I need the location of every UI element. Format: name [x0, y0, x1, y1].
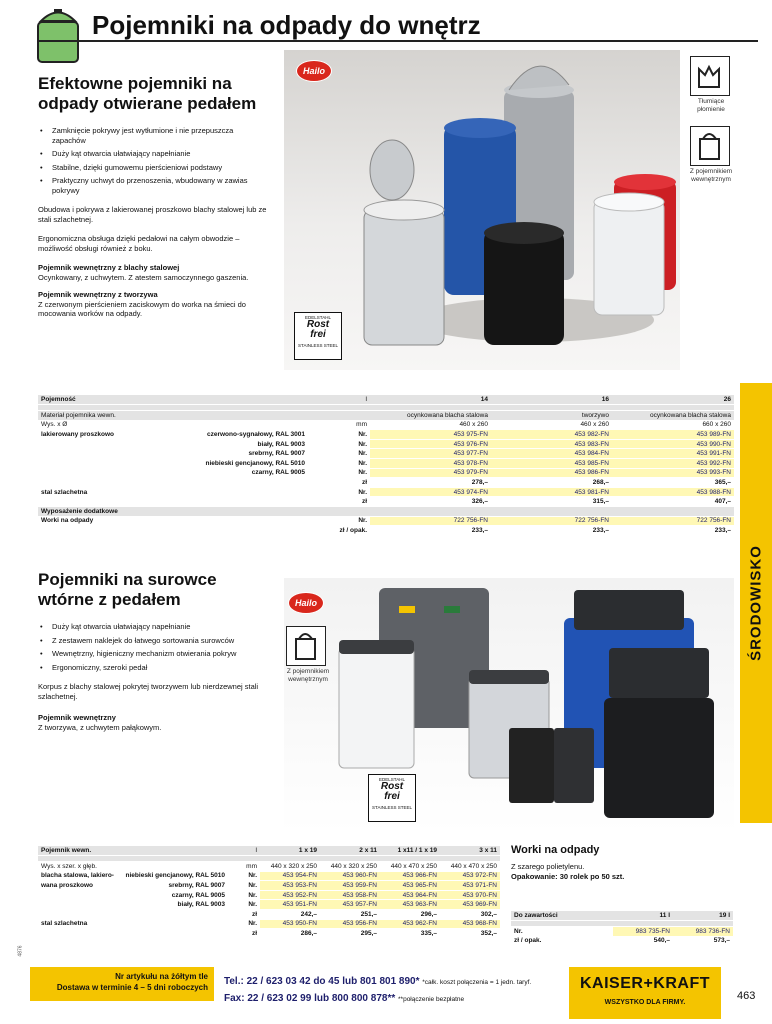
sidebar-label: ŚRODOWISKO [747, 545, 765, 661]
article-number: 453 985-FN [491, 459, 612, 469]
hailo-logo: Hailo [288, 592, 324, 614]
bullet: • Ergonomiczny, szeroki pedał [38, 663, 273, 673]
header-col: 26 [612, 395, 734, 405]
article-number: 453 986-FN [491, 468, 612, 478]
header-unit: l [228, 846, 260, 856]
section2-text [38, 570, 273, 732]
table-row [38, 497, 734, 507]
color-label: czarny, RAL 9005 [158, 468, 308, 478]
fax-note: **połączenie bezpłatne [398, 996, 465, 1003]
section1-heading: Efektowne pojemniki na odpady otwierane pedałem [38, 74, 257, 113]
article-number: 453 968-FN [440, 919, 500, 929]
group-label: wana proszkowo [38, 881, 118, 891]
kaiser-kraft-logo [569, 967, 721, 1019]
article-number: 453 977-FN [370, 449, 491, 459]
group-label: blacha stalowa, lakiero- [38, 871, 118, 881]
table-row [38, 919, 500, 929]
header-col: 11 l [613, 911, 673, 921]
contact-info [224, 974, 531, 1008]
article-number: 722 756-FN [491, 516, 612, 526]
pictogram-inner-bin-2 [286, 626, 328, 683]
title-divider [38, 40, 758, 42]
table-row [38, 395, 734, 405]
price: 365,– [612, 478, 734, 488]
table-row [38, 459, 734, 469]
color-label: srebrny, RAL 9007 [118, 881, 228, 891]
pictogram-flame-retardant [688, 56, 734, 113]
dims-label: Wys. x Ø [38, 420, 158, 430]
table-cell: Nr. [308, 468, 370, 478]
article-number: 453 981-FN [491, 487, 612, 497]
table-row [511, 911, 733, 921]
article-number: 453 979-FN [370, 468, 491, 478]
table-cell: Nr. [308, 487, 370, 497]
bullet: • Duży kąt otwarcia ułatwiający napełnianie [38, 622, 273, 632]
article-number: 453 993-FN [612, 468, 734, 478]
article-number: 453 978-FN [370, 459, 491, 469]
section1-sub1-title: Pojemnik wewnętrzny z blachy stalowej [38, 263, 180, 272]
article-number: 453 960-FN [320, 871, 380, 881]
price: 233,– [612, 526, 734, 536]
table-cell: 440 x 320 x 250 [260, 862, 320, 872]
pictogram-inner-bin [688, 126, 734, 183]
article-number: 453 990-FN [612, 439, 734, 449]
section1-sub2-title: Pojemnik wewnętrzny z tworzywa [38, 290, 158, 299]
bags-line1: Z szarego polietylenu. [511, 862, 585, 871]
table-cell: mm [308, 420, 370, 430]
section1-text [38, 74, 268, 319]
stamp-bottom-text: STAINLESS STEEL [298, 343, 338, 348]
price: 540,– [613, 936, 673, 946]
stamp-main2-text: frei [310, 329, 326, 340]
color-label: biały, RAL 9003 [118, 900, 228, 910]
article-number: 453 976-FN [370, 439, 491, 449]
stamp-bottom-text: STAINLESS STEEL [372, 805, 412, 810]
header-col: 16 [491, 395, 612, 405]
section2-bullets [38, 622, 273, 672]
pictogram-caption: Z pojemnikiem wewnętrznym [689, 168, 733, 183]
table-cell: 440 x 470 x 250 [440, 862, 500, 872]
table-cell: 440 x 320 x 250 [320, 862, 380, 872]
table-row [38, 411, 734, 421]
color-label: czerwono-sygnałowy, RAL 3001 [158, 430, 308, 440]
article-number: 453 982-FN [491, 430, 612, 440]
table-row [38, 449, 734, 459]
article-number: 453 972-FN [440, 871, 500, 881]
table-cell: zł [308, 478, 370, 488]
header-col: 3 x 11 [440, 846, 500, 856]
price: 296,– [380, 910, 440, 920]
header-col: 14 [370, 395, 491, 405]
price: 302,– [440, 910, 500, 920]
stamp-top-text: EDELSTAHL [379, 777, 405, 782]
article-number: 453 956-FN [320, 919, 380, 929]
accessories-label: Wyposażenie dodatkowe [38, 507, 734, 517]
article-number: 453 953-FN [260, 881, 320, 891]
article-number: 453 991-FN [612, 449, 734, 459]
page-title: Pojemniki na odpady do wnętrz [92, 10, 481, 40]
article-number: 453 963-FN [380, 900, 440, 910]
table-cell: 460 x 260 [491, 420, 612, 430]
phone-number: Tel.: 22 / 623 03 42 do 45 lub 801 801 890* [224, 976, 420, 987]
table-cell: Nr. [308, 449, 370, 459]
group-label: stal szlachetna [38, 919, 118, 929]
product-photo-recycling-bins [284, 578, 734, 833]
price: 233,– [491, 526, 612, 536]
bullet: • Z zestawem naklejek do łatwego sortowania surowców [38, 636, 273, 646]
table-row [38, 910, 500, 920]
header-col: 19 l [673, 911, 733, 921]
article-number: 453 966-FN [380, 871, 440, 881]
article-number: 453 964-FN [380, 890, 440, 900]
bullet: • Zamknięcie pokrywy jest wytłumione i nie przepuszcza zapachów [38, 126, 258, 145]
section2-heading: Pojemniki na surowce wtórne z pedałem [38, 570, 217, 609]
header-label: Do zawartości [511, 911, 613, 921]
table-row [38, 420, 734, 430]
table-cell: Nr. [228, 919, 260, 929]
table-cell: ocynkowana blacha stalowa [370, 411, 491, 421]
table-row [38, 871, 500, 881]
price: 295,– [320, 929, 380, 939]
section2-sub1-title: Pojemnik wewnętrzny [38, 713, 116, 722]
article-number: 453 959-FN [320, 881, 380, 891]
article-number: 453 965-FN [380, 881, 440, 891]
inner-bin-icon [690, 126, 730, 166]
green-bin-icon [36, 6, 80, 64]
table-row [38, 430, 734, 440]
table-row [38, 846, 500, 856]
section2-sub1-text: Z tworzywa, z uchwytem pałąkowym. [38, 722, 162, 732]
price: 251,– [320, 910, 380, 920]
price: 242,– [260, 910, 320, 920]
table-cell: Nr. [228, 890, 260, 900]
table-cell: 440 x 470 x 250 [380, 862, 440, 872]
group-label: Worki na odpady [38, 516, 158, 526]
flame-retardant-icon [690, 56, 730, 96]
article-number: 453 969-FN [440, 900, 500, 910]
article-number: 453 970-FN [440, 890, 500, 900]
stainless-steel-stamp [294, 312, 342, 360]
article-number: 983 736-FN [673, 927, 733, 937]
section1-sub2-text: Z czerwonym pierścieniem zaciskowym do worka na śmieci do mocowania worków na odpady. [38, 299, 246, 318]
table-cell: mm [228, 862, 260, 872]
pictogram-caption: Z pojemnikiem wewnętrznym [286, 668, 330, 683]
product-photo-pedal-bins [284, 50, 680, 370]
price: 233,– [370, 526, 491, 536]
table-row [511, 927, 733, 937]
section-sidebar-tab [740, 383, 772, 823]
table-cell: zł / opak. [308, 526, 370, 536]
table-row [511, 936, 733, 946]
price: 268,– [491, 478, 612, 488]
header-col: 2 x 11 [320, 846, 380, 856]
bullet: • Stabilne, dzięki gumowemu pierścieniowi podstawy [38, 163, 258, 173]
article-number: 453 989-FN [612, 430, 734, 440]
phone-note: *całk. koszt połączenia = 1 jedn. taryf. [422, 979, 532, 986]
color-label: niebieski gencjanowy, RAL 5010 [118, 871, 228, 881]
table-row [38, 890, 500, 900]
table-cell: Nr. [228, 871, 260, 881]
color-label: biały, RAL 9003 [158, 439, 308, 449]
table-row [38, 526, 734, 536]
spec-table-pedal-bins [38, 395, 734, 536]
table-row [38, 487, 734, 497]
delivery-note-line2: Dostawa w terminie 4 – 5 dni roboczych [56, 983, 208, 992]
table-cell: Nr. [228, 881, 260, 891]
article-number: 453 957-FN [320, 900, 380, 910]
section1-para1: Obudowa i pokrywa z lakierowanej proszkowo blachy stalowej lub ze stali szlachetnej. [38, 205, 267, 224]
stamp-main2-text: frei [384, 791, 400, 802]
table-cell: Nr. [511, 927, 613, 937]
table-row [38, 929, 500, 939]
table-row [38, 900, 500, 910]
brand-tagline: WSZYSTKO DLA FIRMY. [604, 999, 686, 1006]
color-label: niebieski gencjanowy, RAL 5010 [158, 459, 308, 469]
price: 286,– [260, 929, 320, 939]
section1-sub1-text: Ocynkowany, z uchwytem. Z atestem samoczynnego gaszenia. [38, 272, 249, 282]
article-number: 983 735-FN [613, 927, 673, 937]
table-cell: Nr. [228, 900, 260, 910]
section1-bullets [38, 126, 258, 195]
table-cell: Nr. [308, 439, 370, 449]
page-number: 463 [737, 990, 756, 1002]
delivery-note-line1: Nr artykułu na żółtym tle [115, 972, 208, 981]
dims-label: Wys. x szer. x głęb. [38, 862, 228, 872]
price: 407,– [612, 497, 734, 507]
price: 278,– [370, 478, 491, 488]
header-label: Pojemnik wewn. [38, 846, 118, 856]
table-row [38, 862, 500, 872]
table-cell: zł [228, 929, 260, 939]
article-number: 722 756-FN [370, 516, 491, 526]
header-col: 1 x11 / 1 x 19 [380, 846, 440, 856]
article-number: 453 988-FN [612, 487, 734, 497]
price: 573,– [673, 936, 733, 946]
table-cell: Nr. [308, 430, 370, 440]
table-row [38, 507, 734, 517]
color-label: srebrny, RAL 9007 [158, 449, 308, 459]
page-code: 4876 [17, 945, 24, 957]
table-row [38, 478, 734, 488]
article-number: 453 950-FN [260, 919, 320, 929]
stainless-steel-stamp [368, 774, 416, 822]
table-cell: 660 x 260 [612, 420, 734, 430]
hailo-logo: Hailo [296, 60, 332, 82]
article-number: 453 954-FN [260, 871, 320, 881]
group-label: lakierowany proszkowo [38, 430, 158, 440]
article-number: 453 971-FN [440, 881, 500, 891]
bullet: • Praktyczny uchwyt do przenoszenia, wbudowany w zawias pokrywy [38, 176, 258, 195]
bullet: • Wewnętrzny, higieniczny mechanizm otwierania pokryw [38, 649, 273, 659]
price: 352,– [440, 929, 500, 939]
article-number: 453 952-FN [260, 890, 320, 900]
table-cell: 460 x 260 [370, 420, 491, 430]
header-unit: l [308, 395, 370, 405]
table-cell: ocynkowana blacha stalowa [612, 411, 734, 421]
header-label: Pojemność [38, 395, 158, 405]
article-number: 453 958-FN [320, 890, 380, 900]
group-label: stal szlachetna [38, 487, 158, 497]
pictogram-caption: Tłumiące płomienie [697, 98, 725, 113]
brand-name: KAISER+KRAFT [579, 975, 710, 992]
stamp-main1-text: Rost [380, 781, 404, 792]
table-cell: zł [308, 497, 370, 507]
color-label: czarny, RAL 9005 [118, 890, 228, 900]
inner-bin-icon [286, 626, 326, 666]
price: 335,– [380, 929, 440, 939]
section2-para1: Korpus z blachy stalowej pokrytej tworzywem lub nierdzewnej stali szlachetnej. [38, 682, 259, 701]
article-number: 453 975-FN [370, 430, 491, 440]
bags-heading: Worki na odpady [511, 844, 600, 856]
bags-box [511, 844, 733, 946]
spec-table-recycling-bins [38, 846, 500, 939]
section1-para2: Ergonomiczna obsługa dzięki pedałowi na całym obwodzie – możliwość obsługi również z boku. [38, 234, 240, 253]
table-cell: zł / opak. [511, 936, 613, 946]
article-number: 453 951-FN [260, 900, 320, 910]
bags-table [511, 911, 733, 946]
table-cell: tworzywo [491, 411, 612, 421]
price: 326,– [370, 497, 491, 507]
article-number: 453 974-FN [370, 487, 491, 497]
stamp-top-text: EDELSTAHL [305, 315, 331, 320]
table-row [38, 516, 734, 526]
material-label: Materiał pojemnika wewn. [38, 411, 308, 421]
delivery-note-box [30, 967, 214, 1001]
table-row [38, 468, 734, 478]
article-number: 722 756-FN [612, 516, 734, 526]
article-number: 453 962-FN [380, 919, 440, 929]
table-cell: Nr. [308, 516, 370, 526]
bags-line2: Opakowanie: 30 rolek po 50 szt. [511, 871, 625, 881]
table-row [38, 439, 734, 449]
table-row [38, 881, 500, 891]
article-number: 453 984-FN [491, 449, 612, 459]
article-number: 453 983-FN [491, 439, 612, 449]
header-col: 1 x 19 [260, 846, 320, 856]
fax-number: Fax: 22 / 623 02 99 lub 800 800 878** [224, 993, 396, 1004]
article-number: 453 992-FN [612, 459, 734, 469]
stamp-main1-text: Rost [306, 319, 330, 330]
table-cell: Nr. [308, 459, 370, 469]
bullet: • Duży kąt otwarcia ułatwiający napełnianie [38, 149, 258, 159]
table-cell: zł [228, 910, 260, 920]
price: 315,– [491, 497, 612, 507]
